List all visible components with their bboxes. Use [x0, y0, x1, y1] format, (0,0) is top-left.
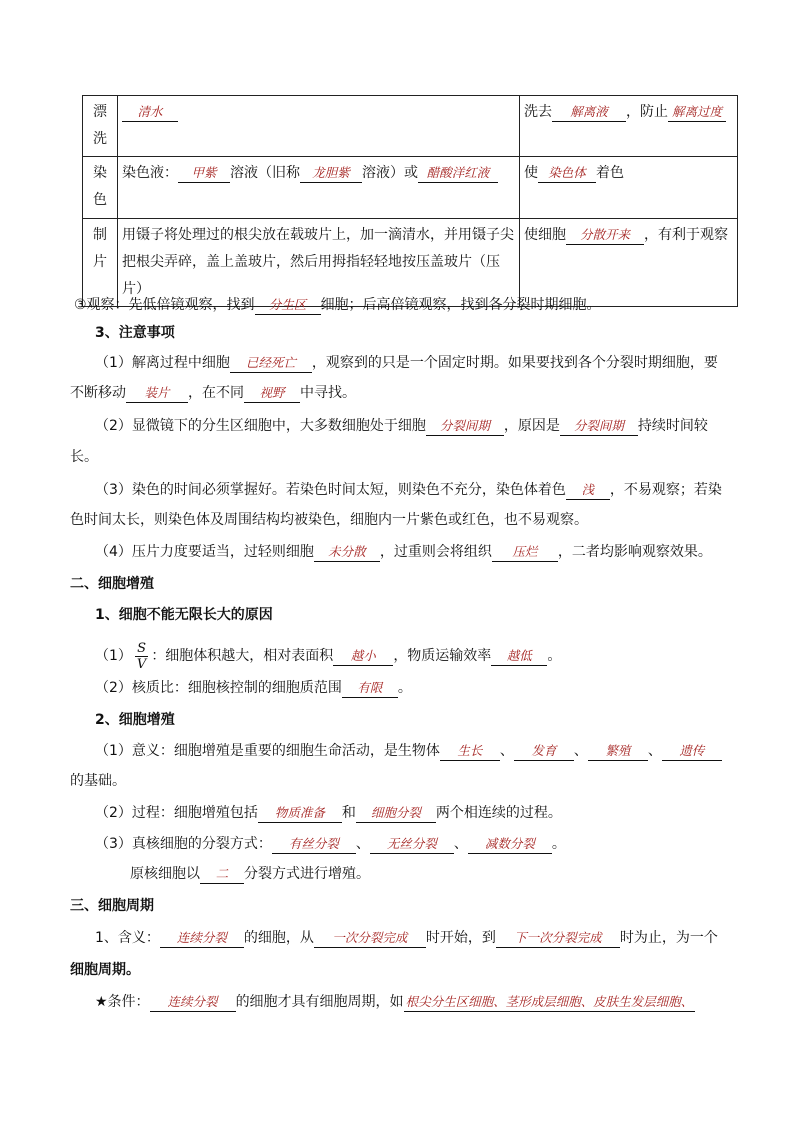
cell-method: [118, 96, 520, 157]
static-text: 的细胞，从: [243, 930, 314, 946]
answer-blank: 已经死亡: [230, 354, 312, 373]
note-3: [95, 480, 765, 500]
procedure-table: [82, 95, 738, 307]
prokaryote-division: [130, 864, 794, 884]
sv-ratio: [95, 638, 765, 674]
static-text: ，在不同: [188, 385, 244, 401]
cycle-definition: [95, 928, 765, 948]
answer-blank: 解离过度: [668, 103, 726, 122]
answer-blank: 浅: [566, 481, 610, 500]
subsection-heading: [95, 605, 765, 625]
static-text: 使: [524, 165, 538, 181]
fraction-sv: [135, 641, 148, 672]
static-text: （1）意义：细胞增殖是重要的细胞生命活动，是生物体: [95, 743, 440, 759]
cell-method: [118, 219, 520, 307]
answer-blank: 无丝分裂: [370, 835, 454, 854]
answer-blank: 分裂间期: [560, 417, 638, 436]
answer-blank: 繁殖: [588, 742, 648, 761]
table-row: [83, 96, 738, 157]
static-text: ★条件：: [95, 994, 150, 1010]
cell-method: [118, 157, 520, 219]
answer-blank: 生长: [440, 742, 500, 761]
answer-blank: 一次分裂完成: [314, 929, 426, 948]
static-text: 、: [499, 743, 514, 759]
answer-blank: 装片: [126, 384, 188, 403]
static-text: 、: [573, 743, 588, 759]
cell-purpose: [520, 96, 738, 157]
static-text: 二、细胞增殖: [70, 576, 154, 592]
static-text: ，原因是: [503, 418, 560, 434]
nc-ratio: [95, 678, 765, 698]
static-text: 三、细胞周期: [70, 898, 154, 914]
meaning: [95, 741, 765, 761]
static-text: 。: [551, 836, 566, 852]
static-text: 细胞周期。: [70, 962, 140, 978]
static-text: ③观察：先低倍镜观察，找到: [74, 297, 255, 313]
answer-blank: 连续分裂: [150, 993, 236, 1012]
static-text: 色时间太长，则染色体及周围结构均被染色，细胞内一片紫色或红色，也不易观察。: [70, 512, 588, 528]
static-text: 分裂方式进行增殖。: [244, 866, 370, 882]
static-text: 溶液（旧称: [230, 165, 300, 181]
answer-blank: 越小: [333, 647, 393, 666]
cycle-condition: [95, 992, 765, 1012]
static-text: ：细胞体积越大，相对表面积: [151, 648, 334, 664]
static-text: 长。: [70, 449, 98, 465]
static-text: 时开始，到: [425, 930, 496, 946]
note-1: [95, 353, 765, 373]
static-text: （3）染色的时间必须掌握好。若染色时间太短，则染色不充分，染色体着色: [95, 482, 566, 498]
static-text: 1、含义：: [95, 930, 160, 946]
static-text: （2）过程：细胞增殖包括: [95, 805, 258, 821]
fraction-numerator: S: [135, 641, 148, 657]
cell-purpose: [520, 157, 738, 219]
answer-blank: 越低: [491, 647, 547, 666]
fraction-denominator: V: [136, 656, 147, 672]
answer-blank: 压烂: [492, 543, 558, 562]
cycle-definition-cont: [70, 960, 740, 980]
static-text: 中寻找。: [300, 385, 356, 401]
static-text: 染色液：: [122, 165, 178, 181]
answer-blank: 有丝分裂: [272, 835, 356, 854]
answer-blank: 分裂间期: [426, 417, 504, 436]
static-text: （2）显微镜下的分生区细胞中，大多数细胞处于细胞: [95, 418, 426, 434]
row-label: 制片: [83, 219, 118, 307]
division-types: [95, 834, 765, 854]
answer-blank: 醋酸洋红液: [418, 164, 498, 183]
static-text: 两个相连续的过程。: [435, 805, 562, 821]
section-heading: [95, 323, 765, 343]
answer-blank: 甲紫: [178, 164, 230, 183]
note-1-cont: [70, 383, 740, 403]
static-text: 使细胞: [524, 227, 566, 243]
static-text: （1）解离过程中细胞: [95, 355, 230, 371]
static-text: 洗去: [524, 104, 552, 120]
answer-blank: 遗传: [662, 742, 722, 761]
subsection-heading: [95, 710, 765, 730]
static-text: 溶液）或: [362, 165, 418, 181]
meaning-cont: [70, 771, 740, 791]
answer-blank: 二: [200, 865, 244, 884]
row-label: 染色: [83, 157, 118, 219]
static-text: 时为止，为一个: [619, 930, 718, 946]
answer-blank: 根尖分生区细胞、茎形成层细胞、皮肤生发层细胞、: [404, 993, 696, 1012]
note-4: [95, 542, 765, 562]
note-2-cont: [70, 447, 740, 467]
answer-blank: 物质准备: [258, 804, 342, 823]
row-label: 漂洗: [83, 96, 118, 157]
static-text: 用镊子将处理过的根尖放在载玻片上，加一滴清水，并用镊子尖把根尖弄碎，盖上盖玻片，然后用拇指轻轻地按压盖玻片（压片）: [122, 227, 514, 297]
static-text: 。: [397, 680, 412, 696]
static-text: ，不易观察；若染: [609, 482, 722, 498]
static-text: 、: [453, 836, 468, 852]
static-text: 和: [341, 805, 356, 821]
answer-blank: 清水: [122, 103, 178, 122]
answer-blank: 发育: [514, 742, 574, 761]
note-3-cont: [70, 510, 740, 530]
static-text: 原核细胞以: [130, 866, 200, 882]
static-text: 。: [547, 648, 562, 664]
answer-blank: 视野: [244, 384, 300, 403]
table-row: [83, 219, 738, 307]
process: [95, 803, 765, 823]
note-2: [95, 416, 765, 436]
answer-blank: 龙胆紫: [300, 164, 362, 183]
answer-blank: 染色体: [538, 164, 596, 183]
static-text: 、: [355, 836, 370, 852]
answer-blank: 下一次分裂完成: [496, 929, 620, 948]
answer-blank: 分生区: [255, 296, 321, 315]
static-text: （2）核质比：细胞核控制的细胞质范围: [95, 680, 342, 696]
static-text: 细胞；后高倍镜观察，找到各分裂时期细胞。: [320, 297, 601, 313]
static-text: （3）真核细胞的分裂方式：: [95, 836, 272, 852]
static-text: 着色: [596, 165, 624, 181]
answer-blank: 减数分裂: [468, 835, 552, 854]
static-text: 3、注意事项: [95, 325, 175, 341]
static-text: ，有利于观察: [644, 227, 728, 243]
static-text: ，防止: [626, 104, 668, 120]
static-text: ，观察到的只是一个固定时期。如果要找到各个分裂时期细胞，要: [311, 355, 718, 371]
static-text: （4）压片力度要适当，过轻则细胞: [95, 544, 314, 560]
static-text: （1）: [95, 648, 132, 664]
answer-blank: 连续分裂: [160, 929, 244, 948]
section-heading: [70, 896, 740, 916]
table-row: [83, 157, 738, 219]
answer-blank: 未分散: [314, 543, 380, 562]
answer-blank: 细胞分裂: [356, 804, 436, 823]
static-text: 的细胞才具有细胞周期，如: [235, 994, 404, 1010]
static-text: 、: [647, 743, 662, 759]
static-text: ，二者均影响观察效果。: [557, 544, 712, 560]
static-text: 1、细胞不能无限长大的原因: [95, 607, 273, 623]
static-text: ，过重则会将组织: [379, 544, 492, 560]
answer-blank: 分散开来: [566, 226, 644, 245]
static-text: 持续时间较: [637, 418, 708, 434]
observe-step: [74, 295, 744, 315]
cell-purpose: [520, 219, 738, 307]
static-text: 的基础。: [70, 773, 126, 789]
section-heading: [70, 574, 740, 594]
answer-blank: 有限: [342, 679, 398, 698]
answer-blank: 解离液: [552, 103, 626, 122]
static-text: 2、细胞增殖: [95, 712, 175, 728]
static-text: 不断移动: [70, 385, 126, 401]
static-text: ，物质运输效率: [393, 648, 492, 664]
